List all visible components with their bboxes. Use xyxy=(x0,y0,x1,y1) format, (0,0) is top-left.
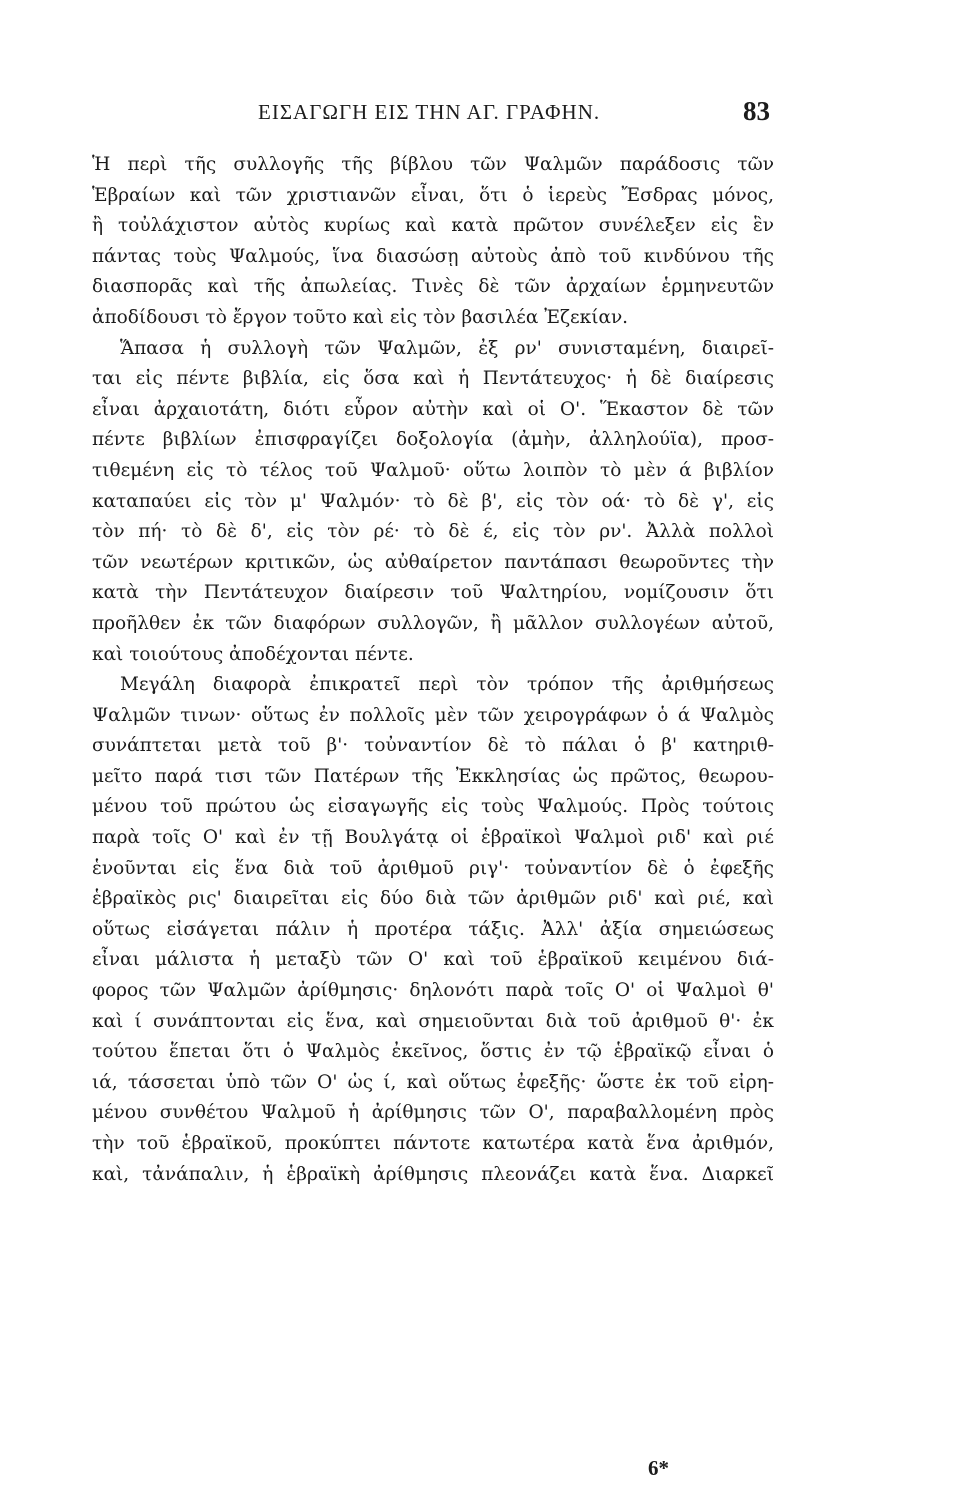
text-line: οὕτως εἰσάγεται πάλιν ἡ προτέρα τάξις. Ἀλλ' ἀξία σημειώσεως xyxy=(92,918,774,940)
text-line: πάντας τοὺς Ψαλμούς, ἵνα διασώσῃ αὐτοὺς ἀπὸ τοῦ κινδύνου τῆς xyxy=(92,245,774,267)
page-number: 83 xyxy=(743,96,770,126)
text-line: μένου τοῦ πρώτου ὡς εἰσαγωγῆς εἰς τοὺς Ψαλμούς. Πρὸς τούτοις xyxy=(92,796,774,818)
text-line: καταπαύει εἰς τὸν μ' Ψαλμόν· τὸ δὲ β', εἰς τὸν οά· τὸ δὲ γ', εἰς xyxy=(92,490,774,512)
text-line: ἀποδίδουσι τὸ ἔργον τοῦτο καὶ εἰς τὸν βασιλέα Ἐζεκίαν. xyxy=(92,306,629,328)
text-line: τούτου ἕπεται ὅτι ὁ Ψαλμὸς ἐκεῖνος, ὅστις ἐν τῷ ἑβραϊκῷ εἶναι ὁ xyxy=(92,1041,774,1063)
text-line: τῶν νεωτέρων κριτικῶν, ὡς αὐθαίρετον παντάπασι θεωροῦντες τὴν xyxy=(92,551,774,573)
text-line: ται εἰς πέντε βιβλία, εἰς ὅσα καὶ ἡ Πεντάτευχος· ἡ δὲ διαίρεσις xyxy=(92,368,774,390)
text-line: μεῖτο παρά τισι τῶν Πατέρων τῆς Ἐκκλησίας ὡς πρῶτος, θεωρου- xyxy=(92,765,774,787)
signature-mark: 6* xyxy=(648,1456,669,1480)
text-line: καὶ ί συνάπτονται εἰς ἕνα, καὶ σημειοῦνται διὰ τοῦ ἀριθμοῦ θ'· ἐκ xyxy=(92,1010,774,1032)
text-line: παρὰ τοῖς Ο' καὶ ἐν τῇ Βουλγάτᾳ οἱ ἑβραϊκοὶ Ψαλμοὶ ριδ' καὶ ριέ xyxy=(92,827,774,849)
text-line: Ψαλμῶν τινων· οὕτως ἐν πολλοῖς μὲν τῶν χειρογράφων ὁ ά Ψαλμὸς xyxy=(92,704,774,726)
text-line: Ἑβραίων καὶ τῶν χριστιανῶν εἶναι, ὅτι ὁ ἱερεὺς Ἔσδρας μόνος, xyxy=(92,184,774,206)
running-title: ΕΙΣΑΓΩΓΗ ΕΙΣ ΤΗΝ ΑΓ. ΓΡΑΦΗΝ. xyxy=(258,100,601,124)
text-line: τὸν πή· τὸ δὲ δ', εἰς τὸν ρέ· τὸ δὲ έ, εἰς τὸν ρν'. Ἀλλὰ πολλοὶ xyxy=(92,521,774,543)
text-line: ἢ τοὐλάχιστον αὐτὸς κυρίως καὶ κατὰ πρῶτον συνέλεξεν εἰς ἓν xyxy=(92,215,774,237)
text-line: ἑνοῦνται εἰς ἕνα διὰ τοῦ ἀριθμοῦ ριγ'· τοὐναντίον δὲ ὁ ἐφεξῆς xyxy=(92,857,774,879)
text-line: μένου συνθέτου Ψαλμοῦ ἡ ἀρίθμησις τῶν Ο', παραβαλλομένη πρὸς xyxy=(92,1102,774,1124)
text-line: ἑβραϊκὸς ρις' διαιρεῖται εἰς δύο διὰ τῶν ἀριθμῶν ριδ' καὶ ριέ, καὶ xyxy=(92,888,774,910)
text-line: τὴν τοῦ ἑβραϊκοῦ, προκύπτει πάντοτε κατωτέρα κατὰ ἕνα ἀριθμόν, xyxy=(92,1133,774,1154)
text-line: διασπορᾶς καὶ τῆς ἀπωλείας. Τινὲς δὲ τῶν ἀρχαίων ἑρμηνευτῶν xyxy=(92,276,774,298)
body-text xyxy=(92,150,774,1190)
text-line: πέντε βιβλίων ἐπισφραγίζει δοξολογία (ἀμὴν, ἀλληλούϊα), προσ- xyxy=(92,429,774,451)
text-line: Ἡ περὶ τῆς συλλογῆς τῆς βίβλου τῶν Ψαλμῶν παράδοσις τῶν xyxy=(92,154,774,175)
paragraph xyxy=(92,670,774,1190)
text-line: εἶναι ἀρχαιοτάτη, διότι εὗρον αὐτὴν καὶ οἱ Ο'. Ἕκαστον δὲ τῶν xyxy=(92,398,774,420)
text-line: φορος τῶν Ψαλμῶν ἀρίθμησις· δηλονότι παρὰ τοῖς Ο' οἱ Ψαλμοὶ θ' xyxy=(92,980,774,1002)
text-line: κατὰ τὴν Πεντάτευχον διαίρεσιν τοῦ Ψαλτηρίου, νομίζουσιν ὅτι xyxy=(92,582,774,604)
text-line: ιά, τάσσεται ὑπὸ τῶν Ο' ὡς ί, καὶ οὕτως ἐφεξῆς· ὥστε ἐκ τοῦ εἰρη- xyxy=(92,1071,774,1093)
running-header xyxy=(140,96,770,136)
text-line: Ἅπασα ἡ συλλογὴ τῶν Ψαλμῶν, ἐξ ρν' συνισταμένη, διαιρεῖ- xyxy=(120,337,774,359)
text-line: τιθεμένη εἰς τὸ τέλος τοῦ Ψαλμοῦ· οὕτω λοιπὸν τὸ μὲν ά βιβλίον xyxy=(92,459,774,481)
text-line: Μεγάλη διαφορὰ ἐπικρατεῖ περὶ τὸν τρόπον τῆς ἀριθμήσεως xyxy=(120,674,774,696)
text-line: προῆλθεν ἐκ τῶν διαφόρων συλλογῶν, ἢ μᾶλλον συλλογέων αὐτοῦ, xyxy=(92,612,774,634)
text-line: εἶναι μάλιστα ἡ μεταξὺ τῶν Ο' καὶ τοῦ ἑβραϊκοῦ κειμένου διά- xyxy=(92,949,774,971)
paragraph xyxy=(92,150,774,334)
text-line: καὶ τοιούτους ἀποδέχονται πέντε. xyxy=(92,643,414,665)
paragraph xyxy=(92,334,774,671)
text-line: συνάπτεται μετὰ τοῦ β'· τοὐναντίον δὲ τὸ πάλαι ὁ β' κατηριθ- xyxy=(92,735,774,757)
text-line: καὶ, τἀνάπαλιν, ἡ ἑβραϊκὴ ἀρίθμησις πλεονάζει κατὰ ἕνα. Διαρκεῖ xyxy=(92,1163,774,1185)
